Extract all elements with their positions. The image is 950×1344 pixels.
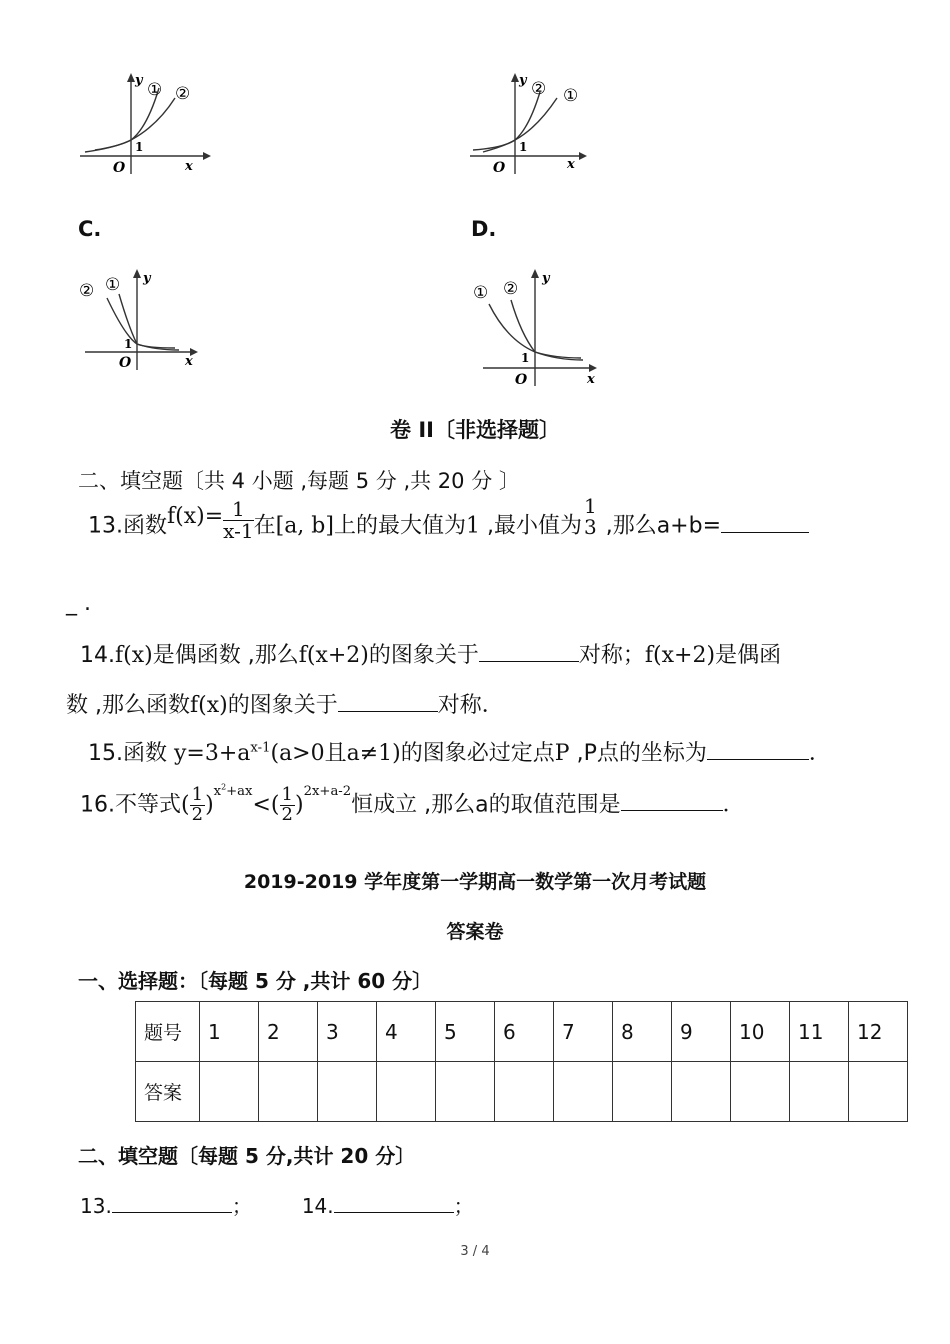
q13-number: 13. [88,513,123,539]
table-row-numbers [136,1002,908,1062]
table-cell-number: 2 [259,1002,318,1062]
svg-text:②: ② [503,279,519,299]
q14-blank-2[interactable] [338,689,438,712]
fill-heading: 二、填空题〔共 4 小题 ,每题 5 分 ,共 20 分 〕 [78,469,520,493]
q13-blank[interactable] [721,510,809,533]
svg-text:①: ① [563,86,579,106]
graph-option-b [465,70,605,180]
question-16: 16.不等式( $\frac{1}{2}$ )$^{x^2+ax}$<( $\frac{1}{2}$ )$^{2x+a-2}$恒成立 ,那么a的取值范围是 ． [80,782,745,825]
option-d-label: D. [471,217,497,241]
answer-cell[interactable] [377,1062,436,1122]
table-cell-number: 6 [495,1002,554,1062]
table-cell-number: 5 [436,1002,495,1062]
svg-text:O: O [515,372,528,388]
q13-min-fraction: 1 3 [583,493,597,539]
svg-text:x: x [587,372,595,387]
graph-option-d [465,264,605,389]
svg-text:x: x [185,354,193,369]
svg-text:1: 1 [124,337,133,351]
svg-text:②: ② [175,84,191,104]
q16-half-2: $\frac{1}{2}$ [281,784,293,825]
answer-cell[interactable] [790,1062,849,1122]
svg-text:1: 1 [135,140,144,154]
svg-text:y: y [519,73,527,88]
svg-text:y: y [542,271,550,286]
q16-half-1: $\frac{1}{2}$ [191,784,204,825]
exam-title: 2019-2019 学年度第一学期高一数学第一次月考试题 [243,871,707,893]
table-cell-number: 9 [672,1002,731,1062]
svg-text:O: O [119,355,132,371]
answer-cell[interactable] [554,1062,613,1122]
svg-text:②: ② [79,281,95,301]
answer-cell[interactable] [259,1062,318,1122]
answer-line: 13. ； 14. ； [80,1194,474,1218]
question-14-cont: 数 ,那么函数f(x)的图象关于 对称． [66,688,504,719]
answer-cell[interactable] [495,1062,554,1122]
table-cell-number: 11 [790,1002,849,1062]
answer-cell[interactable] [672,1062,731,1122]
table-cell-number: 1 [200,1002,259,1062]
svg-text:O: O [493,160,506,176]
svg-text:y: y [135,73,143,88]
option-c-label: C. [78,217,102,241]
svg-text:①: ① [147,80,163,100]
table-cell-number: 10 [731,1002,790,1062]
table-cell-number: 12 [849,1002,908,1062]
section2-title: 卷 II〔非选择题〕 [390,418,560,442]
svg-text:O: O [113,160,126,176]
answer-cell[interactable] [200,1062,259,1122]
graph-option-c [75,264,215,374]
question-13-cont: _ . [66,591,91,616]
q16-blank[interactable] [621,788,723,811]
answer-cell[interactable] [849,1062,908,1122]
table-cell-number: 4 [377,1002,436,1062]
answer-table [135,1001,908,1122]
svg-text:①: ① [473,283,489,303]
table-cell-number: 8 [613,1002,672,1062]
svg-text:②: ② [531,79,547,99]
answer-cell[interactable] [613,1062,672,1122]
question-15: 15.函数 $y=3+a^{x-1}(a>0$且a≠1)的图象必过定点P ,P点的坐标为 ． [88,736,831,767]
graph-option-a [75,70,215,180]
answer-13-blank[interactable] [112,1192,232,1213]
question-13: 13.函数f(x)= $\frac{1}{x-1}$ 在[a, b]上的最大值为1 ,最小值为 1 3 ,那么a+b= [88,505,809,548]
svg-text:①: ① [105,275,121,295]
q15-blank[interactable] [707,737,809,760]
table-header-answer: 答案 [136,1062,200,1122]
answer-cell[interactable] [436,1062,495,1122]
table-row-answers [136,1062,908,1122]
answer-cell[interactable] [731,1062,790,1122]
q14-blank-1[interactable] [479,639,579,662]
answer-sheet-title: 答案卷 [446,921,504,943]
svg-text:y: y [143,271,151,286]
svg-text:x: x [185,159,193,174]
fill-heading-2: 二、填空题〔每题 5 分,共计 20 分〕 [78,1144,416,1168]
q13-fraction: $\frac{1}{x-1}$ [223,497,254,543]
answer-cell[interactable] [318,1062,377,1122]
svg-text:1: 1 [519,140,528,154]
page-number: 3 / 4 [460,1244,490,1259]
choice-heading: 一、选择题：〔每题 5 分 ,共计 60 分〕 [78,969,433,993]
svg-text:x: x [567,157,575,172]
svg-text:1: 1 [521,351,530,365]
table-cell-number: 3 [318,1002,377,1062]
answer-14-blank[interactable] [334,1192,454,1213]
question-14: 14.f(x)是偶函数 ,那么f(x+2)的图象关于 对称；f(x+2)是偶函 [80,638,781,669]
table-header-question-no: 题号 [136,1002,200,1062]
table-cell-number: 7 [554,1002,613,1062]
